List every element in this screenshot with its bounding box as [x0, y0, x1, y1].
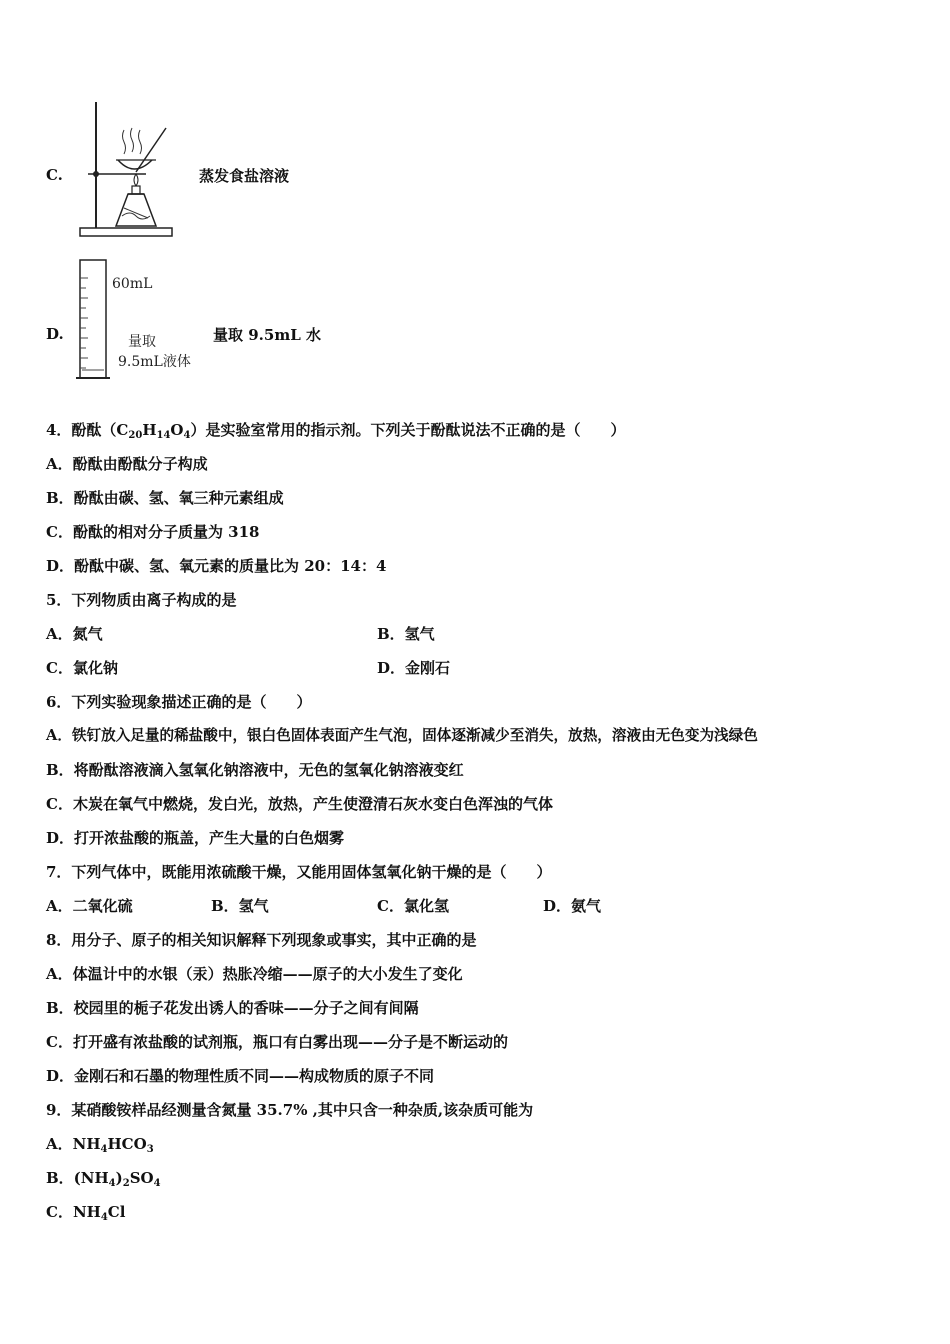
- q5-option-a: A．氮气: [46, 625, 103, 643]
- q6-option-b: B．将酚酞溶液滴入氢氧化钠溶液中，无色的氢氧化钠溶液变红: [46, 761, 464, 779]
- q4-option-d: D．酚酞中碳、氢、氧元素的质量比为 20：14：4: [46, 557, 387, 575]
- q5-option-b: B．氢气: [377, 625, 435, 643]
- q3-option-d-label: D.: [46, 325, 64, 343]
- q5-stem: 5．下列物质由离子构成的是: [46, 591, 237, 609]
- evaporation-apparatus-image: [76, 98, 176, 240]
- q3-option-c-label: C.: [46, 166, 63, 184]
- cylinder-note-line2: 9.5mL液体: [118, 354, 191, 370]
- q7-option-d: D．氨气: [543, 897, 602, 915]
- q8-option-c: C．打开盛有浓盐酸的试剂瓶，瓶口有白雾出现——分子是不断运动的: [46, 1033, 508, 1051]
- q6-option-d: D．打开浓盐酸的瓶盖，产生大量的白色烟雾: [46, 829, 345, 847]
- q6-option-a: A．铁钉放入足量的稀盐酸中，银白色固体表面产生气泡，固体逐渐减少至消失，放热，溶液由无色变为浅绿色: [46, 727, 758, 744]
- q9-option-b: B．$(NH_4)_2SO_4$: [46, 1169, 161, 1189]
- q7-stem: 7．下列气体中，既能用浓硫酸干燥，又能用固体氢氧化钠干燥的是（ ）: [46, 863, 552, 881]
- q3-option-d-caption: 量取 9.5mL 水: [213, 326, 321, 344]
- q8-option-b: B．校园里的栀子花发出诱人的香味——分子之间有间隔: [46, 999, 419, 1017]
- q3-option-c-caption: 蒸发食盐溶液: [199, 167, 290, 185]
- q6-option-c: C．木炭在氧气中燃烧，发白光，放热，产生使澄清石灰水变白色浑浊的气体: [46, 795, 553, 813]
- graduated-cylinder-image: [74, 258, 206, 382]
- q4-option-c: C．酚酞的相对分子质量为 318: [46, 523, 260, 541]
- q4-option-a: A．酚酞由酚酞分子构成: [46, 455, 208, 473]
- q7-option-b: B．氢气: [211, 897, 269, 915]
- q4-stem: 4．酚酞$(C_{20}H_{14}O_4)$是实验室常用的指示剂。下列关于酚酞说法不正确的是（ ）: [46, 421, 626, 441]
- q4-option-b: B．酚酞由碳、氢、氧三种元素组成: [46, 489, 284, 507]
- q9-option-c: C．$NH_4Cl$: [46, 1203, 126, 1223]
- q8-option-a: A．体温计中的水银（汞）热胀冷缩——原子的大小发生了变化: [46, 965, 463, 983]
- q5-option-c: C．氯化钠: [46, 659, 118, 677]
- q6-stem: 6．下列实验现象描述正确的是（ ）: [46, 693, 312, 711]
- q9-option-a: A．$NH_4HCO_3$: [46, 1135, 154, 1155]
- cylinder-note-line1: 量取: [128, 334, 156, 350]
- q7-option-c: C．氯化氢: [377, 897, 449, 915]
- q7-option-a: A．二氧化硫: [46, 897, 133, 915]
- q9-stem: 9．某硝酸铵样品经测量含氮量 35.7% ,其中只含一种杂质,该杂质可能为: [46, 1101, 534, 1119]
- q5-option-d: D．金刚石: [377, 659, 451, 677]
- cylinder-capacity-label: 60mL: [112, 276, 153, 292]
- q8-option-d: D．金刚石和石墨的物理性质不同——构成物质的原子不同: [46, 1067, 435, 1085]
- q8-stem: 8．用分子、原子的相关知识解释下列现象或事实，其中正确的是: [46, 931, 477, 949]
